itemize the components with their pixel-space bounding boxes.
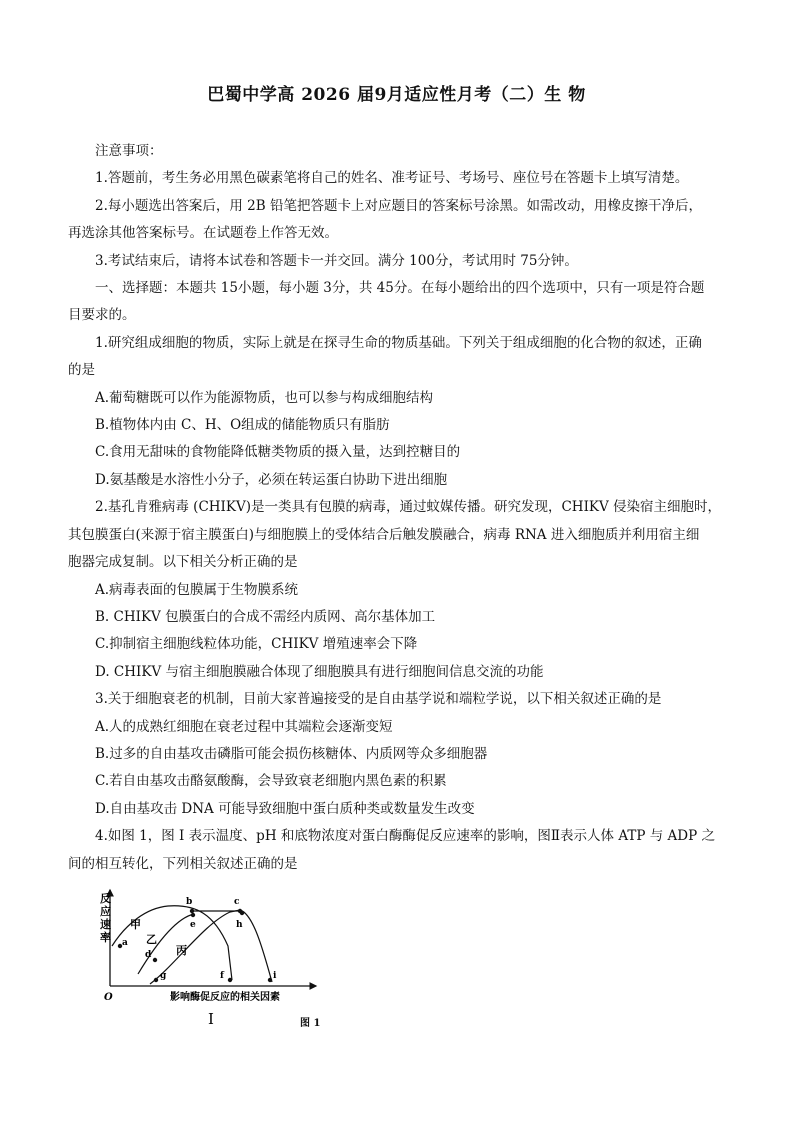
enzyme-rate-diagram <box>96 884 356 1034</box>
question-1-stem-continued: 的是 <box>68 362 95 379</box>
y-axis-label-char: 反 <box>100 892 111 905</box>
question-2-option-b: B. CHIKV 包膜蛋白的合成不需经内质网、高尔基体加工 <box>95 608 436 625</box>
exam-content <box>68 138 724 878</box>
note-item-continued: 再选涂其他答案标号。在试题卷上作答无效。 <box>68 225 338 242</box>
curve-label-bing: 丙 <box>176 944 187 957</box>
question-1-option-d: D.氨基酸是水溶性小分子，必须在转运蛋白协助下进出细胞 <box>95 471 448 488</box>
point-h <box>240 911 244 915</box>
question-2-option-d: D. CHIKV 与宿主细胞膜融合体现了细胞膜具有进行细胞间信息交流的功能 <box>95 663 544 680</box>
curve-label-jia: 甲 <box>130 918 141 931</box>
point-d <box>153 958 157 962</box>
point-b <box>190 909 194 913</box>
question-2-option-a: A.病毒表面的包膜属于生物膜系统 <box>95 581 299 598</box>
curve-bing <box>150 910 272 984</box>
x-axis-label: 影响酶促反应的相关因素 <box>170 992 280 1003</box>
notes-heading: 注意事项： <box>95 143 163 159</box>
question-3-option-d: D.自由基攻击 DNA 可能导致细胞中蛋白质种类或数量发生改变 <box>95 800 475 817</box>
point-g <box>154 978 158 982</box>
figure-sub-label: I <box>208 1010 214 1028</box>
section-heading-continued: 目要求的。 <box>68 307 136 324</box>
question-3-option-c: C.若自由基攻击酪氨酸酶，会导致衰老细胞内黑色素的积累 <box>95 773 447 790</box>
question-2-stem: 2.基孔肯雅病毒 (CHIKV)是一类具有包膜的病毒，通过蚊媒传播。研究发现，CHIKV 侵染宿主细胞时， <box>95 499 722 516</box>
y-axis-label-char: 应 <box>100 905 111 918</box>
point-label-h: h <box>236 920 243 930</box>
question-1-stem: 1.研究组成细胞的物质，实际上就是在探寻生命的物质基础。下列关于组成细胞的化合物的叙述，正确 <box>95 334 702 351</box>
point-label-i: i <box>273 971 277 981</box>
point-f <box>228 978 232 982</box>
note-item: 2.每小题选出答案后，用 2B 铅笔把答题卡上对应题目的答案标号涂黑。如需改动，用橡皮擦干净后， <box>95 197 702 214</box>
question-4-stem-continued: 间的相互转化，下列相关叙述正确的是 <box>68 855 298 872</box>
figure-1 <box>96 884 356 1034</box>
point-label-b: b <box>186 897 193 907</box>
question-2-stem-continued: 胞器完成复制。以下相关分析正确的是 <box>68 554 298 571</box>
curve-jia <box>112 906 232 980</box>
curve-label-yi: 乙 <box>146 933 157 946</box>
point-label-d: d <box>145 950 152 960</box>
point-label-c: c <box>234 897 240 907</box>
question-1-option-b: B.植物体内由 C、H、O组成的储能物质只有脂肪 <box>95 417 390 434</box>
note-item: 3.考试结束后，请将本试卷和答题卡一并交回。满分 100分，考试用时 75分钟。 <box>95 252 578 269</box>
section-heading: 一、选择题：本题共 15小题，每小题 3分，共 45分。在每小题给出的四个选项中，只有一项是符合题 <box>95 280 705 297</box>
point-label-a: a <box>122 938 128 948</box>
y-axis-label-char: 率 <box>100 931 111 944</box>
question-2-option-c: C.抑制宿主细胞线粒体功能，CHIKV 增殖速率会下降 <box>95 636 418 653</box>
point-label-e: e <box>190 920 196 930</box>
point-label-f: f <box>220 971 224 981</box>
page-title: 巴蜀中学高 2026 届9月适应性月考（二）生 物 <box>207 85 586 105</box>
question-2-stem-continued: 其包膜蛋白(来源于宿主膜蛋白)与细胞膜上的受体结合后触发膜融合，病毒 RNA 进入细胞质并利用宿主细 <box>68 526 700 543</box>
point-e <box>191 913 195 917</box>
question-3-option-b: B.过多的自由基攻击磷脂可能会损伤核糖体、内质网等众多细胞器 <box>95 745 488 762</box>
y-axis-label-char: 速 <box>100 918 111 931</box>
question-1-option-c: C.食用无甜味的食物能降低糖类物质的摄入量，达到控糖目的 <box>95 444 461 461</box>
question-3-stem: 3.关于细胞衰老的机制，目前大家普遍接受的是自由基学说和端粒学说，以下相关叙述正确的是 <box>95 691 662 708</box>
question-3-option-a: A.人的成熟红细胞在衰老过程中其端粒会逐渐变短 <box>95 718 393 735</box>
point-i <box>268 978 272 982</box>
figure-caption: 图 1 <box>300 1018 321 1029</box>
question-1-option-a: A.葡萄糖既可以作为能源物质，也可以参与构成细胞结构 <box>95 389 434 406</box>
origin-label: O <box>104 992 113 1003</box>
note-item: 1.答题前，考生务必用黑色碳素笔将自己的姓名、准考证号、考场号、座位号在答题卡上填写清楚。 <box>95 170 689 187</box>
point-label-g: g <box>160 971 167 981</box>
question-4-stem: 4.如图 1，图 I 表示温度、pH 和底物浓度对蛋白酶酶促反应速率的影响，图Ⅱ表示人体 ATP 与 ADP 之 <box>95 828 715 845</box>
